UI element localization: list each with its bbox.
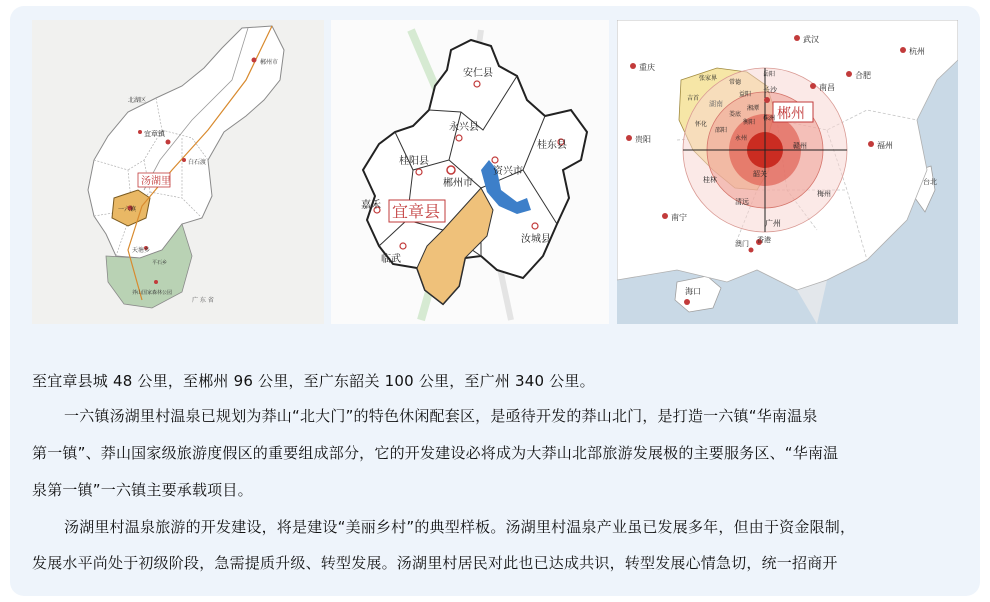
label-hengyang: 衡阳 [743,119,756,126]
label-fuzhou: 福州 [877,141,893,150]
label-guiyang: 桂阳县 [399,156,429,167]
label-baishi: 白石渡 [188,159,207,166]
prefecture-map [331,20,609,324]
label-tanghuli: 汤湖里 [141,176,171,187]
label-mangshan: 莽山国家森林公园 [132,290,173,296]
label-tianta: 天塘乡 [132,247,151,254]
label-hunan: 湖南 [709,100,723,108]
label-shaoyang: 邵阳 [715,127,728,134]
label-zixing: 资兴市 [493,166,523,177]
label-chongqing: 重庆 [639,63,655,72]
label-nanning: 南宁 [671,213,687,222]
label-yiyang: 益阳 [739,91,752,98]
label-chenzhou-city: 郴州市 [260,59,279,66]
label-guiyang: 贵阳 [635,135,651,144]
label-hangzhou: 杭州 [909,47,925,56]
paragraph-line-6: 发展水平尚处于初级阶段，急需提质升级、转型发展。汤湖里村居民对此也已达成共识，转型发展心情急切，统一招商开 [32,554,838,572]
label-ganzhou: 赣州 [793,142,807,150]
label-zhuzhou: 株洲 [763,115,776,122]
label-yongzhou: 永州 [735,135,748,142]
regional-map [617,20,958,324]
label-linwu: 临武 [381,254,401,265]
label-huaihua: 怀化 [695,121,708,128]
paragraph-line-3: 第一镇”、莽山国家级旅游度假区的重要组成部分，它的开发建设必将成为大莽山北部旅游发展极的主要服务区、“华南温 [32,444,839,462]
label-yueyang: 岳阳 [763,71,776,78]
label-yongxing: 永兴县 [449,122,479,133]
label-beihu: 北湖区 [128,97,147,104]
label-wuhan: 武汉 [803,35,819,44]
label-shaoguan: 韶关 [753,170,767,178]
label-hefei: 合肥 [855,71,871,80]
label-yizhang: 宜章县 [392,202,441,221]
county-location-map [32,20,324,324]
label-loudi: 娄底 [729,111,742,118]
label-jiahe: 嘉禾 [361,200,381,211]
label-guidong: 桂东县 [537,140,567,151]
label-nanchang: 南昌 [819,83,835,92]
label-guangdong: 广 东 省 [192,297,214,304]
label-yiliu: 一六镇 [118,206,137,213]
label-zhangjiajie: 张家界 [699,75,718,82]
label-qingyuan: 清远 [735,198,749,206]
label-pingshi: 平石乡 [152,260,168,266]
label-meizhou: 梅州 [817,190,831,198]
paragraph-line-5: 汤湖里村温泉旅游的开发建设，将是建设“美丽乡村”的典型样板。汤湖里村温泉产业虽已发展多年，但由于资金限制， [64,518,856,536]
label-guilin: 桂林 [703,176,717,184]
label-chenzhou: 郴州 [777,106,805,122]
label-anren: 安仁县 [463,68,493,79]
label-xiangtan: 湘潭 [747,105,760,112]
label-yizhang-town: 宜章镇 [144,130,165,138]
label-changsha: 长沙 [763,86,777,94]
label-changde: 常德 [729,79,742,86]
paragraph-line-1: 至宜章县城 48 公里，至郴州 96 公里，至广东韶关 100 公里，至广州 340 公里。 [32,372,595,390]
label-macau: 澳门 [735,240,749,248]
label-jishou: 吉首 [687,95,700,102]
paragraph-line-4: 泉第一镇”一六镇主要承载项目。 [32,481,253,499]
label-guangzhou: 广州 [765,219,781,228]
label-rucheng: 汝城县 [521,234,551,245]
label-taibei: 台北 [923,178,937,186]
paragraph-line-2: 一六镇汤湖里村温泉已规划为莽山“北大门”的特色休闲配套区，是亟待开发的莽山北门，是打造一六镇“华南温泉 [64,407,818,425]
label-hongkong: 香港 [757,236,771,244]
label-chenzhou: 郴州市 [443,178,473,189]
label-haikou: 海口 [685,287,701,296]
